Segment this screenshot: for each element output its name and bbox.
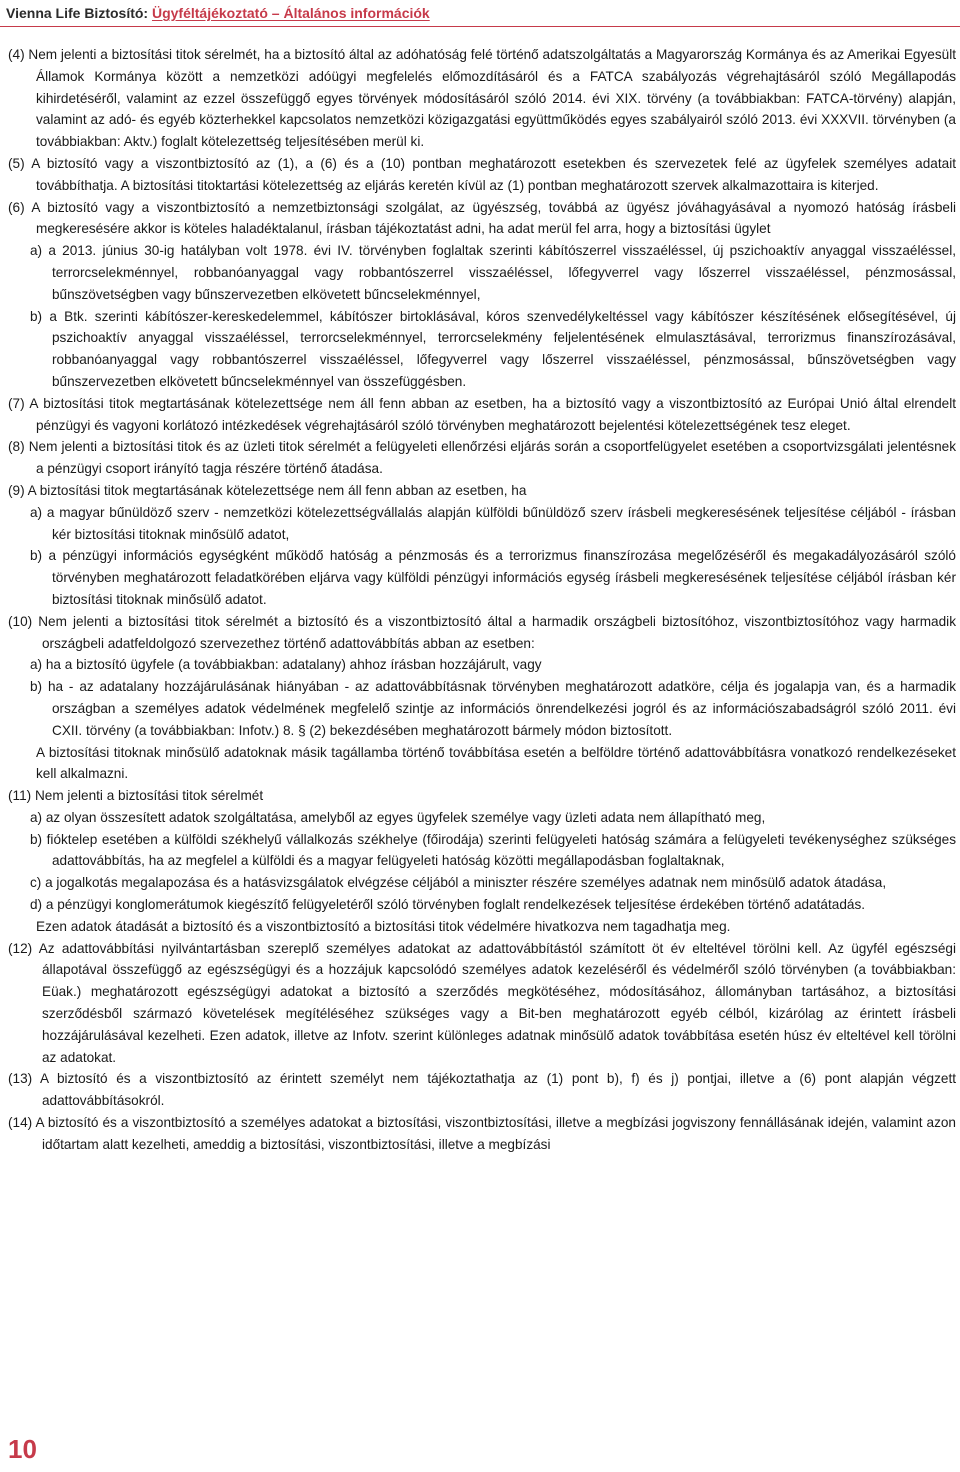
paragraph-11: (11) Nem jelenti a biztosítási titok sérelmét xyxy=(8,788,264,804)
paragraph-9: (9) A biztosítási titok megtartásának kötelezettsége nem áll fenn abban az esetben, ha xyxy=(8,482,527,498)
paragraph-10: (10) Nem jelenti a biztosítási titok sérelmét a biztosító és a viszontbiztosító által a harmadik országbeli biztosítóhoz, viszontbiztosítóhoz vagy harmadik országbeli adatfeldolgozó szervezethez történő adattovábbítás abban az esetben: xyxy=(8,613,956,651)
paragraph-11-continuation: Ezen adatok átadását a biztosító és a viszontbiztosító a biztosítási titok védelmére hivatkozva nem tagadhatja meg. xyxy=(36,918,731,934)
paragraph-14: (14) A biztosító és a viszontbiztosító a személyes adatokat a biztosítási, viszontbiztosítási, illetve a megbízási jogviszony fennállásának idején, valamint azon időtartam alatt kezelheti, ameddig a biztosítási, viszontbiztosítási, illetve a megbízási xyxy=(8,1115,956,1152)
section-title: Ügyféltájékoztató – Általános információk xyxy=(151,5,430,21)
paragraph-10-item-a: a) ha a biztosító ügyfele (a továbbiakban: adatalany) ahhoz írásban hozzájárult, vagy xyxy=(30,657,542,673)
paragraph-10-continuation: A biztosítási titoknak minősülő adatoknak másik tagállamba történő továbbítása esetén a belföldre történő adattovábbításra vonatkozó rendelkezéseket kell alkalmazni. xyxy=(36,744,956,782)
document-body xyxy=(8,44,956,1156)
paragraph-11-item-a: a) az olyan összesített adatok szolgáltatása, amelyből az egyes ügyfelek személye vagy üzleti adata nem állapítható meg, xyxy=(30,809,766,825)
paragraph-4: (4) Nem jelenti a biztosítási titok sérelmét, ha a biztosító által az adóhatóság felé történő adatszolgáltatás a Magyarország Kormánya és az Amerikai Egyesült Államok Kormánya között a nemzetközi adóügyi megfelelés előmozdításáról és a FATCA szabályozás végrehajtásáról szóló Megállapodás kihirdetéséről, valamint az ezzel összefüggő egyes törvények módosításáról szóló 2014. évi XIX. törvény (a továbbiakban: FATCA-törvény) alapján, valamint az adó- és egyéb közterhekkel kapcsolatos nemzetközi közigazgatási együttműködés egyes szabályairól szóló 2013. évi XXXVII. törvényben (a továbbiakban: Aktv.) foglalt kötelezettség teljesítésében merül ki. xyxy=(8,47,956,150)
paragraph-6: (6) A biztosító vagy a viszontbiztosító a nemzetbiztonsági szolgálat, az ügyészség, továbbá az ügyész jóváhagyásával a nyomozó hatóság írásbeli megkeresésére akkor is köteles haladéktalanul, írásban tájékoztatást adni, ha adat merül fel arra, hogy a biztosítási ügylet xyxy=(8,199,956,237)
paragraph-11-item-d: d) a pénzügyi konglomerátumok kiegészítő felügyeletéről szóló törvényben foglalt rendelkezések teljesítése érdekében történő adatátadás. xyxy=(30,897,866,913)
paragraph-11-item-c: c) a jogalkotás megalapozása és a hatásvizsgálatok elvégzése céljából a miniszter részére személyes adatnak nem minősülő adatok átadása, xyxy=(30,875,887,891)
page-header xyxy=(0,0,960,28)
paragraph-12: (12) Az adattovábbítási nyilvántartásban szereplő személyes adatokat az adattovábbítástól számított öt év elteltével törölni kell. Az ügyfél egészségi állapotával összefüggő az egészségügyi és a hozzájuk kapcsolódó személyes adatok kezeléséről és védelméről szóló törvényben (a továbbiakban: Eüak.) meghatározott egészségügyi adatokat a biztosító a szerződés megkötéséhez, módosításához, állományban tartásához, a biztosítási szerződésből származó követelések megítéléséhez szükséges vagy a Bit-ben meghatározott egyéb célból, kizárólag az érintett írásbeli hozzájárulásával kezelheti. Ezen adatok, illetve az Infotv. szerint különleges adatnak minősülő adatok továbbítása esetén húsz év elteltével kell törölni az adatokat. xyxy=(8,940,956,1065)
paragraph-11-item-b: b) fióktelep esetében a külföldi székhelyű vállalkozás székhelye (főirodája) szerinti felügyeleti hatóság számára a felügyeleti tevékenységhez szükséges adattovábbítás, ha az megfelel a külföldi és a magyar felügyeleti hatóság közötti megállapodásban foglaltaknak, xyxy=(30,831,956,869)
paragraph-8: (8) Nem jelenti a biztosítási titok és az üzleti titok sérelmét a felügyeleti ellenőrzési eljárás során a csoportfelügyelet esetében a csoportvizsgálati jelentésnek a pénzügyi csoport irányító tagja részére történő átadása. xyxy=(8,439,956,477)
paragraph-6-item-b: b) a Btk. szerinti kábítószer-kereskedelemmel, kábítószer birtoklásával, kóros szenvedélykeltéssel vagy kábítószer készítésének elősegítésével, új pszichoaktív anyaggal visszaéléssel, terrorcselekménnyel, terrorcselekmény feljelentésének elmulasztásával, terrorizmus finanszírozásával, robbanóanyaggal vagy robbantószerrel visszaéléssel, lőfegyverrel vagy lőszerrel visszaéléssel, pénzmosással, bűnszövetségben vagy bűnszervezetben elkövetett bűncselekménnyel van összefüggésben. xyxy=(30,308,956,389)
paragraph-6-item-a: a) a 2013. június 30-ig hatályban volt 1978. évi IV. törvényben foglaltak szerinti kábítószerrel visszaéléssel, új pszichoaktív anyaggal visszaéléssel, terrorcselekménnyel, robbanóanyaggal vagy robbantószerrel visszaéléssel, lőfegyverrel vagy lőszerrel visszaéléssel, pénzmosással, bűnszövetségben vagy bűnszervezetben elkövetett bűncselekménnyel, xyxy=(30,243,956,302)
paragraph-10-item-b: b) ha - az adatalany hozzájárulásának hiányában - az adattovábbításnak törvényben meghatározott adatköre, célja és jogalapja van, és a harmadik országban a személyes adatok védelmének megfelelő szintje az információs önrendelkezési jogról és az információszabadságról szóló 2011. évi CXII. törvény (a továbbiakban: Infotv.) 8. § (2) bekezdésében meghatározott bármely módon biztosított. xyxy=(30,679,956,738)
paragraph-5: (5) A biztosító vagy a viszontbiztosító az (1), a (6) és a (10) pontban meghatározott esetekben és szervezetek felé az ügyfelek személyes adatait továbbíthatja. A biztosítási titoktartási kötelezettség az eljárás keretén kívül az (1) pontban meghatározott szervek alkalmazottaira is kiterjed. xyxy=(8,155,956,193)
paragraph-13: (13) A biztosító és a viszontbiztosító az érintett személyt nem tájékoztathatja az (1) pont b), f) és j) pontjai, illetve a (6) pont alapján végzett adattovábbításokról. xyxy=(8,1071,956,1109)
brand-name: Vienna Life Biztosító: xyxy=(6,5,152,21)
paragraph-9-item-a: a) a magyar bűnüldöző szerv - nemzetközi kötelezettségvállalás alapján külföldi bűnüldöző szerv írásbeli megkeresésének teljesítése céljából - írásban kér biztosítási titoknak minősülő adatot, xyxy=(30,504,956,542)
paragraph-7: (7) A biztosítási titok megtartásának kötelezettsége nem áll fenn abban az esetben, ha a biztosító vagy a viszontbiztosító az Európai Unió által elrendelt pénzügyi és vagyoni korlátozó intézkedések végrehajtásáról szóló törvényben meghatározott bejelentési kötelezettségének tesz eleget. xyxy=(8,395,956,433)
paragraph-9-item-b: b) a pénzügyi információs egységként működő hatóság a pénzmosás és a terrorizmus finanszírozása megelőzéséről és megakadályozásáról szóló törvényben meghatározott feladatkörében eljárva vagy külföldi pénzügyi információs egység írásbeli megkeresésének teljesítése céljából írásban kér biztosítási titoknak minősülő adatot. xyxy=(30,548,956,607)
header-divider xyxy=(0,26,960,27)
page-number: 10 xyxy=(8,1434,37,1464)
running-title xyxy=(6,4,430,22)
